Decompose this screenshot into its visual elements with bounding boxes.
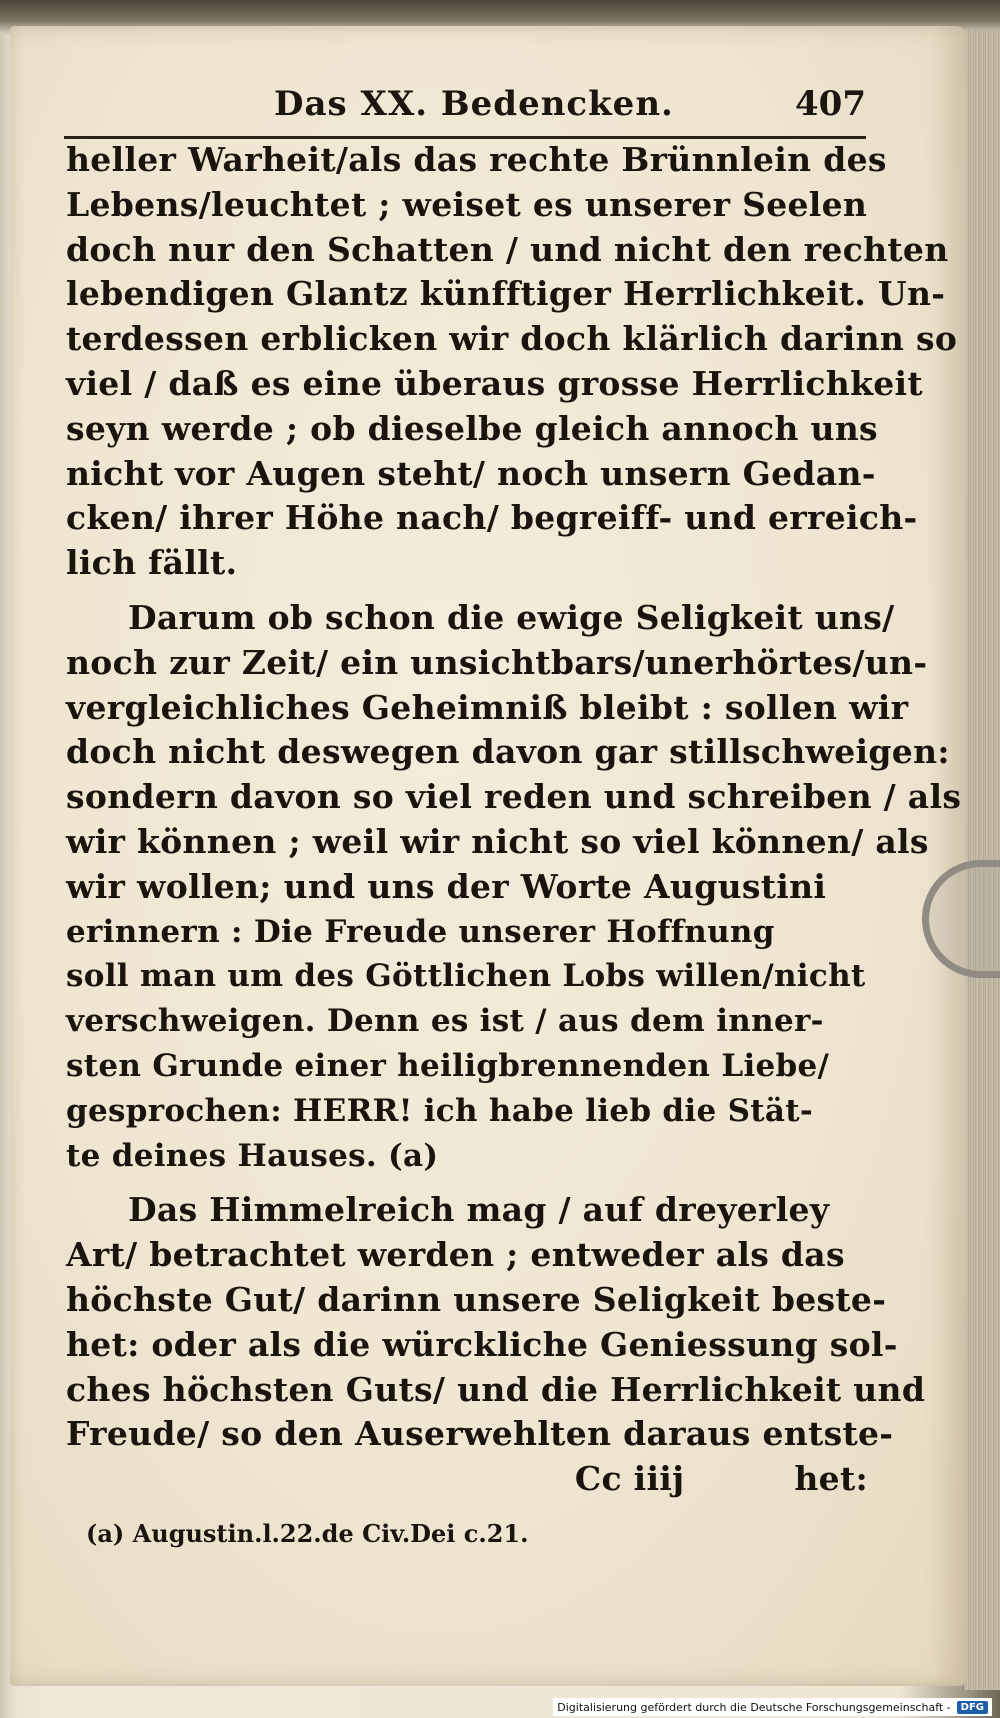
quote-line: soll man um des Göttlichen Lobs willen/nicht <box>66 958 866 995</box>
digitization-credit <box>553 1698 992 1716</box>
quote-line: erinnern : Die Freude unserer Hoffnung <box>66 913 775 950</box>
paragraph-gap <box>66 586 876 596</box>
page-number: 407 <box>795 84 866 124</box>
credit-text: Digitalisierung gefördert durch die Deutsche Forschungsgemeinschaft - <box>557 1700 951 1714</box>
quote-line: gesprochen: HERR! ich habe lieb die Stät- <box>66 1092 814 1129</box>
text-line: nicht vor Augen steht/ noch unsern Gedan- <box>66 453 876 493</box>
dfg-logo: DFG <box>957 1701 988 1714</box>
text-line: doch nicht deswegen davon gar stillschweigen: <box>66 732 950 772</box>
main-text <box>66 138 962 1502</box>
text-line: wir können ; weil wir nicht so viel können/ als <box>66 821 929 861</box>
text-line: wir wollen; und uns der Worte Augustini <box>66 866 827 906</box>
quote-line: te deines Hauses. (a) <box>66 1137 439 1174</box>
text-line: cken/ ihrer Höhe nach/ begreiff- und erreich- <box>66 498 918 538</box>
text-line: Das Himmelreich mag / auf dreyerley <box>128 1190 830 1230</box>
text-line: viel / daß es eine überaus grosse Herrlichkeit <box>66 363 923 403</box>
catchline <box>66 1457 876 1502</box>
text-line: vergleichliches Geheimniß bleibt : sollen wir <box>66 687 909 727</box>
text-line: noch zur Zeit/ ein unsichtbars/unerhörtes/un- <box>66 642 928 682</box>
text-line: höchste Gut/ darinn unsere Seligkeit beste- <box>66 1279 887 1319</box>
text-line: Art/ betrachtet werden ; entweder als das <box>66 1235 845 1275</box>
text-line: lich fällt. <box>66 543 238 583</box>
signature-mark: Cc iiij <box>574 1459 685 1499</box>
text-line: seyn werde ; ob dieselbe gleich annoch uns <box>66 408 878 448</box>
paragraph-gap <box>66 1178 876 1188</box>
text-line: Darum ob schon die ewige Seligkeit uns/ <box>128 597 895 637</box>
text-line: het: oder als die würckliche Geniessung sol- <box>66 1324 898 1364</box>
quote-line: verschweigen. Denn es ist / aus dem inner- <box>66 1003 824 1040</box>
quote-line: sten Grunde einer heiligbrennenden Liebe/ <box>66 1047 830 1084</box>
footnote: (a) Augustin.l.22.de Civ.Dei c.21. <box>86 1519 529 1548</box>
text-line: Lebens/leuchtet ; weiset es unserer Seelen <box>66 184 868 224</box>
text-line: ches höchsten Guts/ und die Herrlichkeit und <box>66 1369 926 1409</box>
text-line: lebendigen Glantz künfftiger Herrlichkeit. Un- <box>66 274 946 314</box>
text-line: heller Warheit/als das rechte Brünnlein des <box>66 140 887 179</box>
header-title: Das XX. Bedencken. <box>274 84 674 124</box>
running-header <box>64 84 866 138</box>
text-line: sondern davon so viel reden und schreiben / als <box>66 777 962 817</box>
text-line: Freude/ so den Auserwehlten daraus entste- <box>66 1414 894 1454</box>
text-line: terdessen erblicken wir doch klärlich darinn so <box>66 319 958 359</box>
text-line: doch nur den Schatten / und nicht den rechten <box>66 229 949 269</box>
catchword: het: <box>794 1459 868 1499</box>
